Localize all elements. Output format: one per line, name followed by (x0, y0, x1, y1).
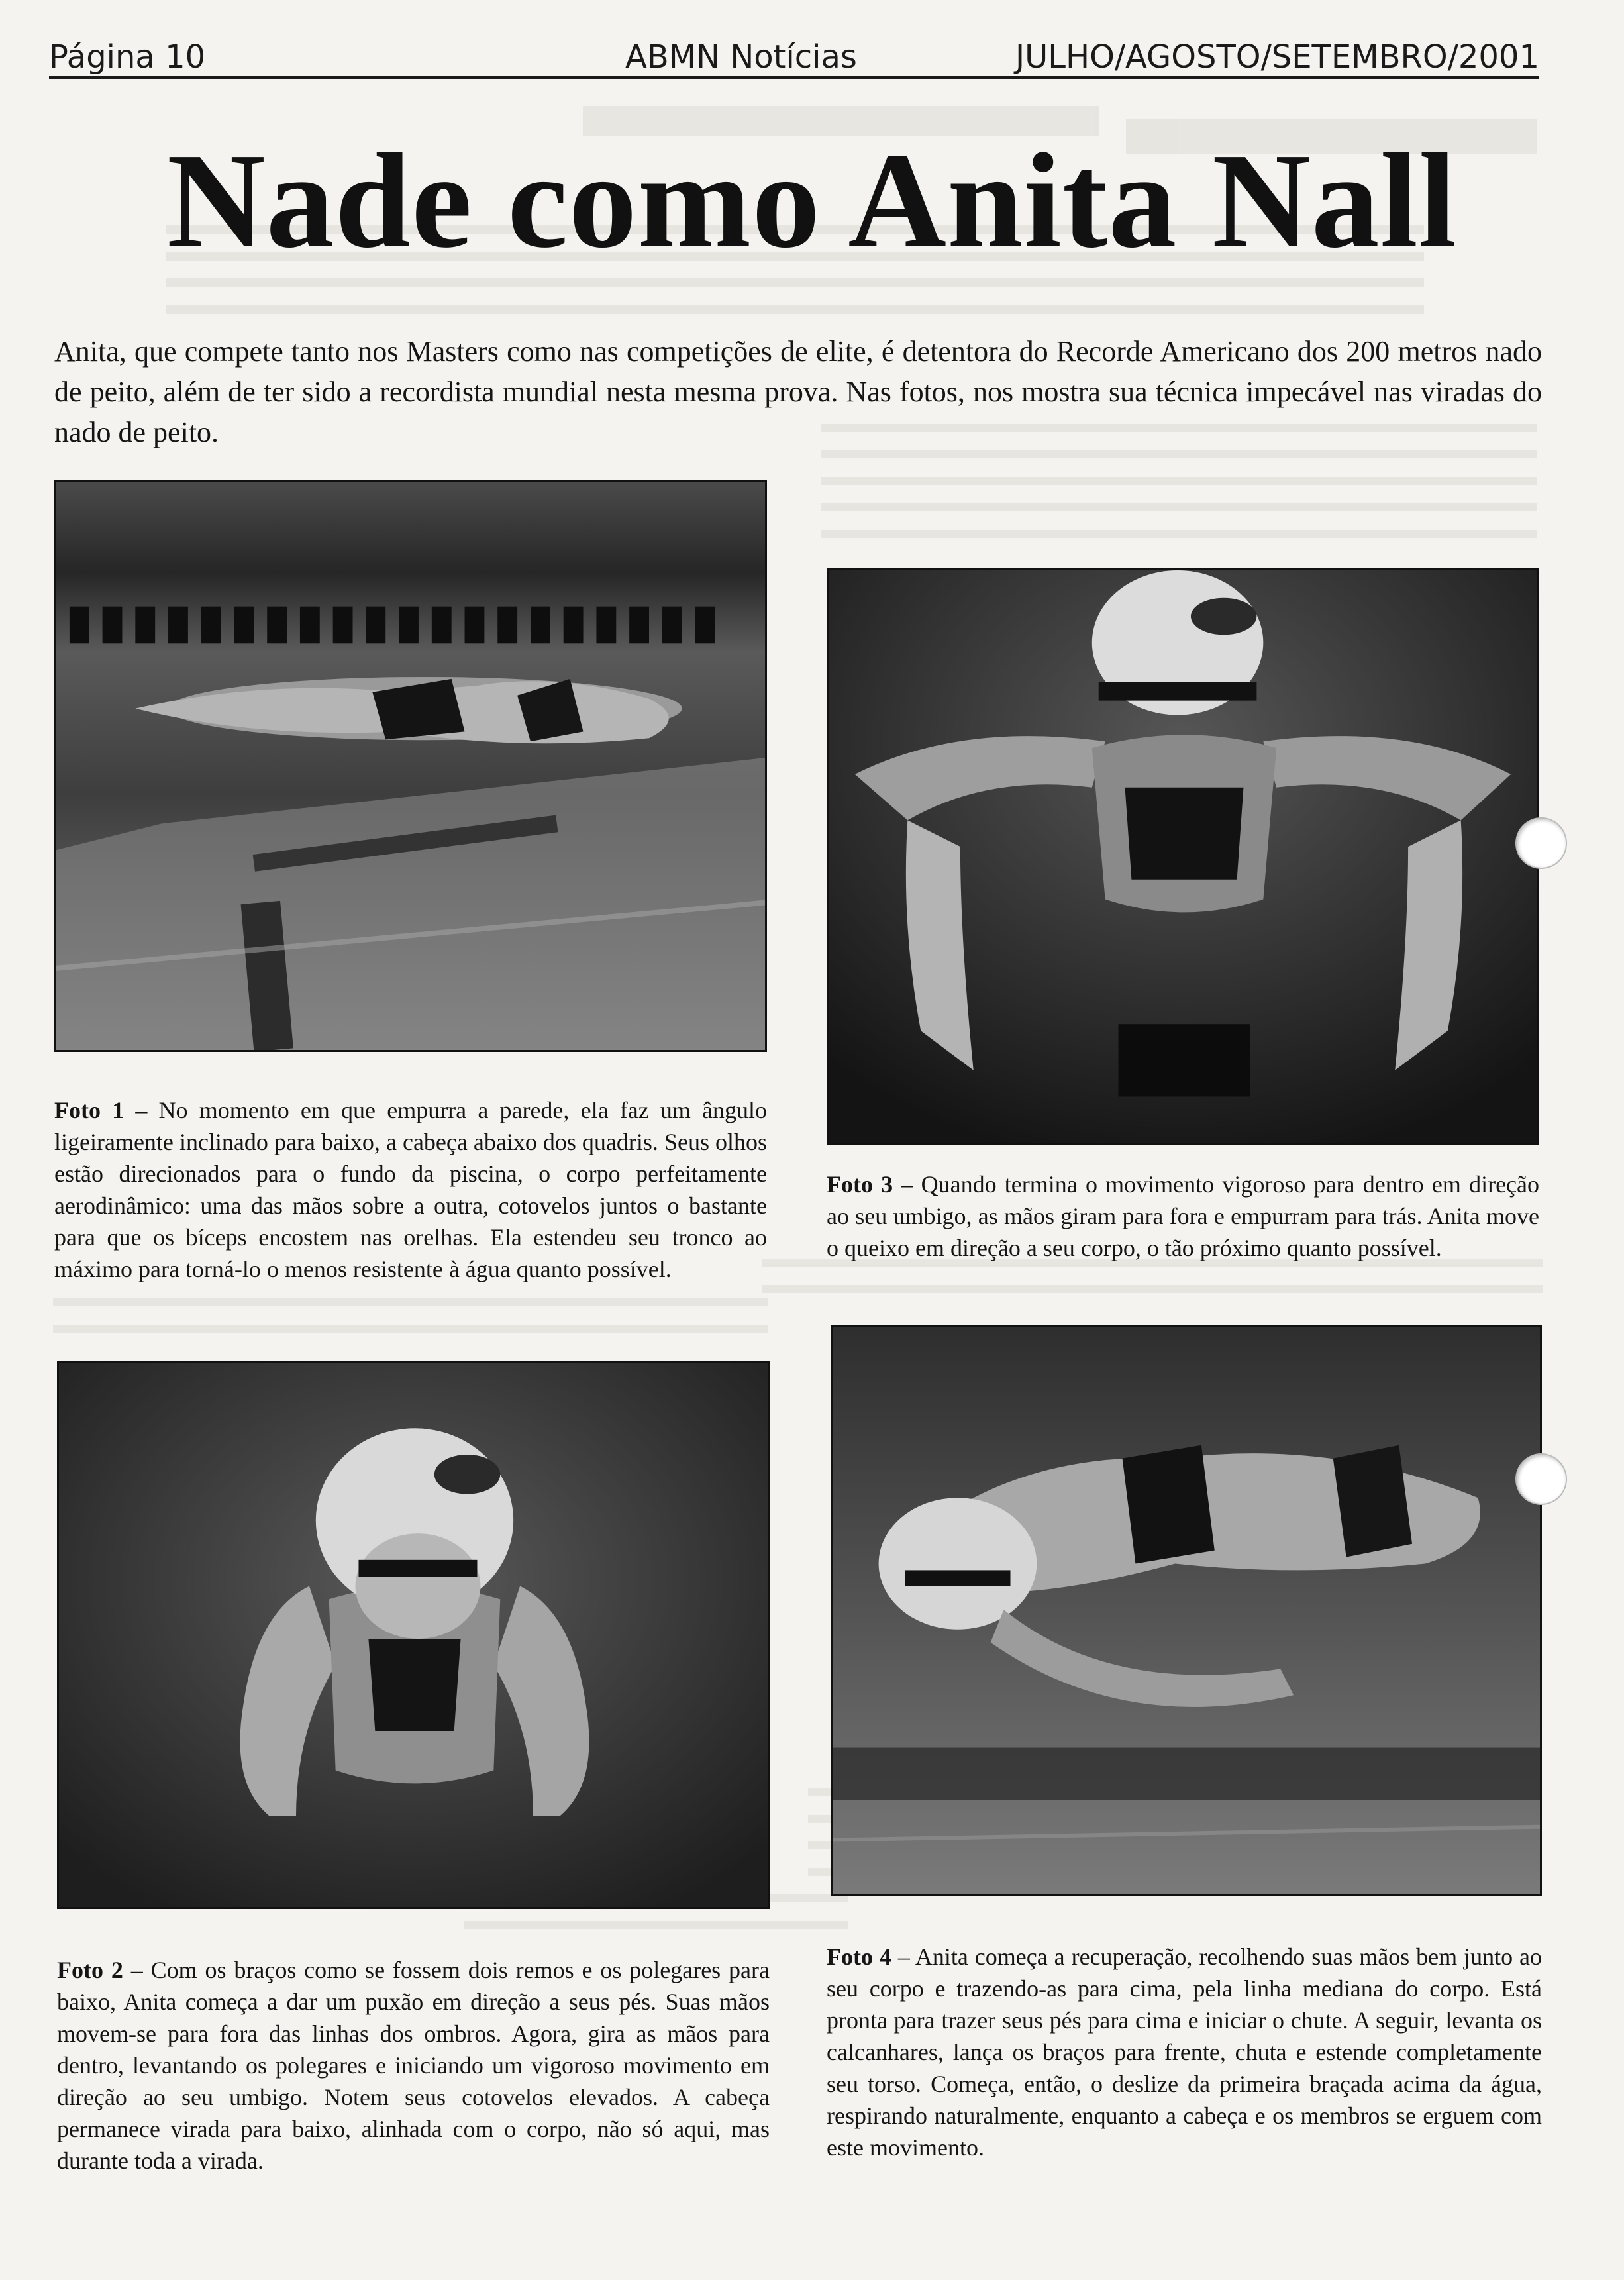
punch-hole-upper (1515, 817, 1567, 869)
photo-2 (57, 1361, 770, 1909)
caption-2-label: Foto 2 (57, 1957, 123, 1983)
caption-1-text: No momento em que empurra a parede, ela faz um ângulo ligeiramente inclinado para baixo, a cabeça abaixo dos quadris. Seus olhos estão direcionados para o fundo da piscina, o corpo perfeitamente aerodinâmico: uma das mãos sobre a outra, cotovelos juntos o bastante para que os bíceps encostem nas orelhas. Ela estendeu seu tronco ao máximo para torná-lo o menos resistente à água quanto possível. (54, 1097, 768, 1282)
header-rule (49, 76, 1539, 79)
caption-1-label: Foto 1 (54, 1097, 125, 1123)
caption-2-separator: – (123, 1957, 151, 1983)
caption-3-label: Foto 3 (827, 1171, 893, 1198)
caption-2 (57, 1954, 770, 2177)
caption-2-text: Com os braços como se fossem dois remos e os polegares para baixo, Anita começa a dar um puxão em direção a seus pés. Suas mãos movem-se para fora das linhas dos ombros. Agora, gira as mãos para dentro, levantando os polegares e iniciando um vigoroso movimento em direção ao seu umbigo. Notem seus cotovelos elevados. A cabeça permanece virada para baixo, alinhada com o corpo, não só aqui, mas durante toda a virada. (57, 1957, 770, 2174)
caption-1-separator: – (124, 1097, 159, 1123)
caption-3-separator: – (893, 1171, 921, 1198)
photo-1-image (56, 482, 765, 1050)
caption-1 (54, 1094, 767, 1285)
caption-4-separator: – (891, 1943, 915, 1970)
photo-3 (827, 568, 1539, 1145)
article-intro: Anita, que compete tanto nos Masters como nas competições de elite, é detentora do Recorde Americano dos 200 metros nado de peito, além de ter sido a recordista mundial nesta mesma prova. Nas fotos, nos mostra sua técnica impecável nas viradas do nado de peito. (54, 335, 1542, 448)
page-number: Página 10 (49, 38, 206, 76)
caption-3 (827, 1168, 1539, 1264)
photo-4-image (833, 1327, 1540, 1894)
photo-1 (54, 480, 767, 1052)
photo-3-image (829, 570, 1537, 1143)
caption-4-label: Foto 4 (827, 1943, 891, 1970)
caption-4-text: Anita começa a recuperação, recolhendo suas mãos bem junto ao seu corpo e trazendo-as para cima, pela linha mediana do corpo. Está pronta para trazer seus pés para cima e iniciar o chute. A seguir, levanta os calcanhares, lança os braços para frente, chuta e estende completamente seu torso. Começa, então, o deslize da primeira braçada acima da água, respirando naturalmente, enquanto a cabeça e os membros se erguem com este movimento. (827, 1943, 1543, 2161)
photo-4 (831, 1325, 1542, 1896)
caption-4 (827, 1941, 1542, 2163)
punch-hole-lower (1515, 1453, 1567, 1505)
page-header (49, 32, 1539, 78)
photo-2-image (59, 1363, 768, 1907)
issue-date: JULHO/AGOSTO/SETEMBRO/2001 (1015, 38, 1539, 76)
publication-name: ABMN Notícias (625, 38, 857, 76)
article-title: Nade como Anita Nall (166, 125, 1458, 276)
caption-3-text: Quando termina o movimento vigoroso para dentro em direção ao seu umbigo, as mãos giram para fora e empurram para trás. Anita move o queixo em direção a seu corpo, o tão próximo quanto possível. (827, 1171, 1540, 1261)
